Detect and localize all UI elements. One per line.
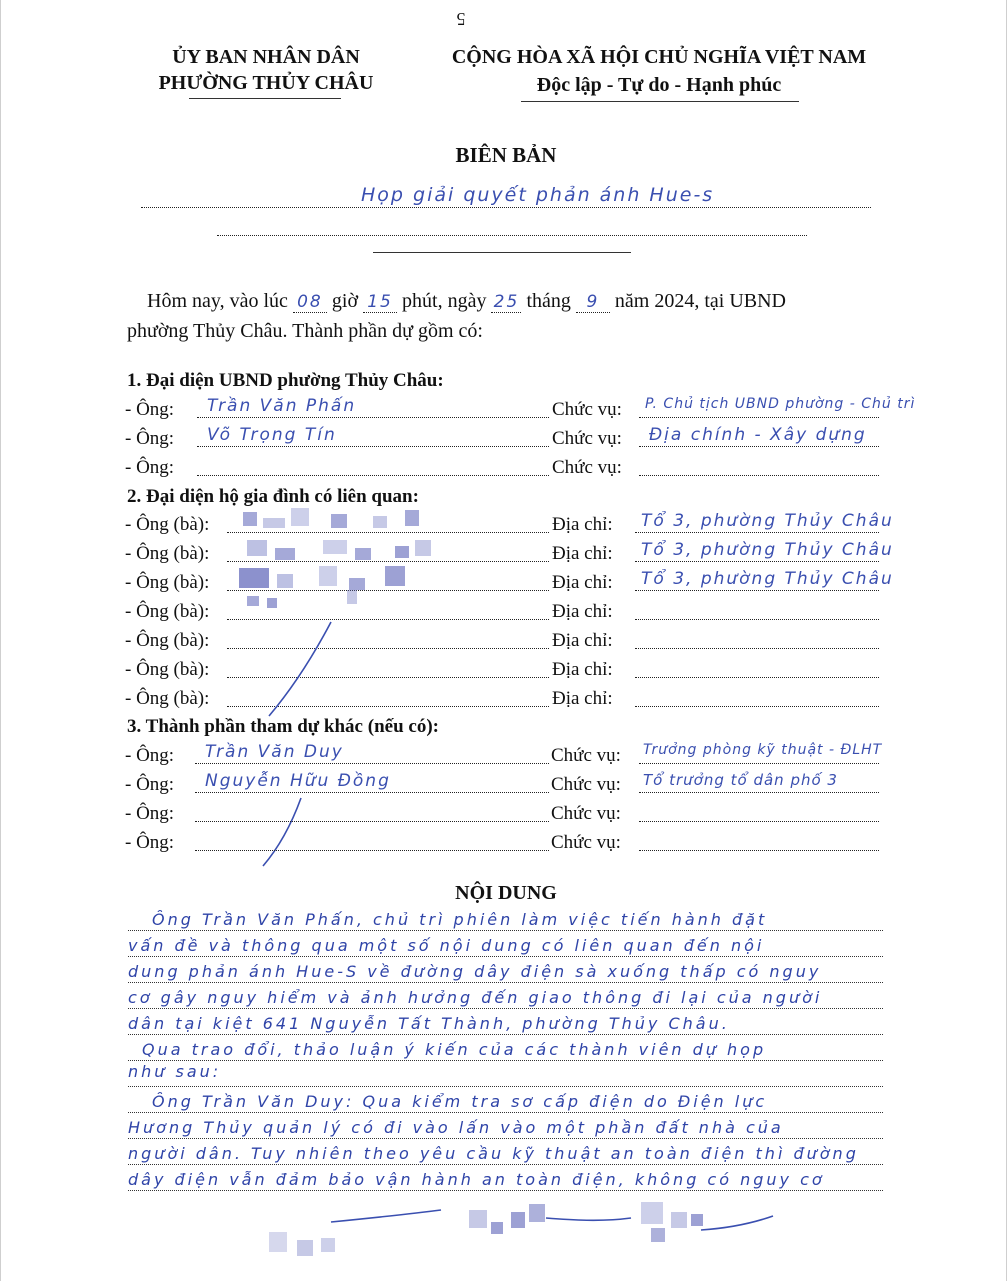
page-number: 5: [456, 9, 466, 29]
s1-row2-field-label: Chức vụ:: [552, 428, 622, 449]
header-agency-line2: PHƯỜNG THỦY CHÂU: [158, 72, 374, 94]
header-agency-line1: ỦY BAN NHÂN DÂN: [172, 46, 360, 68]
s3-row1-name-line: [195, 763, 549, 764]
section2-heading: 2. Đại diện hộ gia đình có liên quan:: [127, 486, 419, 507]
s2-row1-field-value: Tổ 3, phường Thủy Châu: [641, 511, 894, 531]
s3-row1-field-line: [639, 763, 879, 764]
s1-row1-name: Trần Văn Phấn: [207, 396, 357, 416]
s3-row3-name-line: [195, 821, 549, 822]
content-heading: NỘI DUNG: [455, 882, 557, 904]
s1-row1-field-value: P. Chủ tịch UBND phường - Chủ trì: [645, 396, 916, 412]
s3-row2-name: Nguyễn Hữu Đồng: [205, 771, 391, 791]
s3-row2-field-line: [639, 792, 879, 793]
s2-row4-field-label: Địa chỉ:: [552, 601, 613, 622]
s1-row2-name: Võ Trọng Tín: [207, 425, 337, 445]
s2-row6-field-label: Địa chỉ:: [552, 659, 613, 680]
intro-hour: 08: [293, 292, 327, 313]
content-text-4: cơ gây nguy hiểm và ảnh hưởng đến giao thông đi lại của người: [128, 988, 823, 1007]
s2-row7-field-label: Địa chỉ:: [552, 688, 613, 709]
s1-row3-label: - Ông:: [125, 457, 175, 478]
s1-row2-label: - Ông:: [125, 428, 175, 449]
subject-handwritten: Họp giải quyết phản ánh Hue-s: [361, 184, 715, 206]
s3-row1-name: Trần Văn Duy: [205, 742, 344, 762]
intro-minute: 15: [363, 292, 397, 313]
s2-row2-field-value: Tổ 3, phường Thủy Châu: [641, 540, 894, 560]
s2-row1-label: - Ông (bà):: [125, 514, 210, 535]
intro-month: 9: [576, 292, 610, 313]
s3-row3-field-label: Chức vụ:: [551, 803, 621, 824]
s1-row2-field-value: Địa chính - Xây dựng: [649, 425, 867, 445]
s3-row2-field-value: Tổ trưởng tổ dân phố 3: [643, 771, 838, 789]
section3-heading: 3. Thành phần tham dự khác (nếu có):: [127, 716, 439, 737]
s2-row7-label: - Ông (bà):: [125, 688, 210, 709]
intro-text-3: phút, ngày: [402, 290, 487, 312]
content-text-9: Hương Thủy quản lý có đi vào lấn vào một phần đất nhà của: [128, 1118, 784, 1137]
s2-row5-field-label: Địa chỉ:: [552, 630, 613, 651]
content-text-1: Ông Trần Văn Phấn, chủ trì phiên làm việc tiến hành đặt: [152, 910, 768, 929]
s2-row2-label: - Ông (bà):: [125, 543, 210, 564]
s3-row2-name-line: [195, 792, 549, 793]
s3-row4-label: - Ông:: [125, 832, 175, 853]
header-national-title: CỘNG HÒA XÃ HỘI CHỦ NGHĨA VIỆT NAM: [451, 46, 867, 68]
s1-row3-field-label: Chức vụ:: [552, 457, 622, 478]
content-text-8: Ông Trần Văn Duy: Qua kiểm tra sơ cấp điện do Điện lực: [152, 1092, 768, 1111]
s3-row2-field-label: Chức vụ:: [551, 774, 621, 795]
intro-day: 25: [491, 292, 521, 313]
content-text-6: Qua trao đổi, thảo luận ý kiến của các thành viên dự họp: [142, 1040, 767, 1059]
s3-row3-field-line: [639, 821, 879, 822]
s3-row1-field-label: Chức vụ:: [551, 745, 621, 766]
content-text-11: dây điện vẫn đảm bảo vận hành an toàn điện, không có nguy cơ: [128, 1170, 825, 1189]
s3-row4-field-label: Chức vụ:: [551, 832, 621, 853]
s3-row1-field-value: Trưởng phòng kỹ thuật - ĐLHT: [643, 742, 883, 758]
s3-row1-label: - Ông:: [125, 745, 175, 766]
header-motto: Độc lập - Tự do - Hạnh phúc: [536, 74, 782, 96]
s3-row3-label: - Ông:: [125, 803, 175, 824]
intro-text-5: năm 2024, tại UBND: [614, 290, 786, 312]
content-text-3: dung phản ánh Hue-S về đường dây điện sà xuống thấp có nguy: [128, 962, 822, 981]
intro-line-2: phường Thủy Châu. Thành phần dự gồm có:: [127, 320, 483, 342]
s3-row4-field-line: [639, 850, 879, 851]
s2-row2-field-label: Địa chỉ:: [552, 543, 613, 564]
intro-text-2: giờ: [331, 290, 359, 312]
intro-text-4: tháng: [526, 290, 571, 312]
s2-row1-field-label: Địa chỉ:: [552, 514, 613, 535]
document-title: BIÊN BẢN: [455, 143, 557, 167]
s1-row1-label: - Ông:: [125, 399, 175, 420]
content-text-7: như sau:: [128, 1062, 222, 1081]
intro-text-1: Hôm nay, vào lúc: [147, 290, 288, 312]
content-text-2: vấn đề và thông qua một số nội dung có liên quan đến nội: [128, 936, 765, 955]
s3-row4-name-line: [195, 850, 549, 851]
s2-row3-field-label: Địa chỉ:: [552, 572, 613, 593]
s2-row6-label: - Ông (bà):: [125, 659, 210, 680]
content-text-5: dân tại kiệt 641 Nguyễn Tất Thành, phường Thủy Châu.: [128, 1014, 730, 1033]
content-text-10: người dân. Tuy nhiên theo yêu cầu kỹ thuật an toàn điện thì đường: [128, 1144, 859, 1163]
s2-row4-label: - Ông (bà):: [125, 601, 210, 622]
s3-row2-label: - Ông:: [125, 774, 175, 795]
s1-row1-field-label: Chức vụ:: [552, 399, 622, 420]
section1-heading: 1. Đại diện UBND phường Thủy Châu:: [127, 370, 444, 391]
s2-row5-label: - Ông (bà):: [125, 630, 210, 651]
s2-row3-label: - Ông (bà):: [125, 572, 210, 593]
s2-row3-field-value: Tổ 3, phường Thủy Châu: [641, 569, 894, 589]
